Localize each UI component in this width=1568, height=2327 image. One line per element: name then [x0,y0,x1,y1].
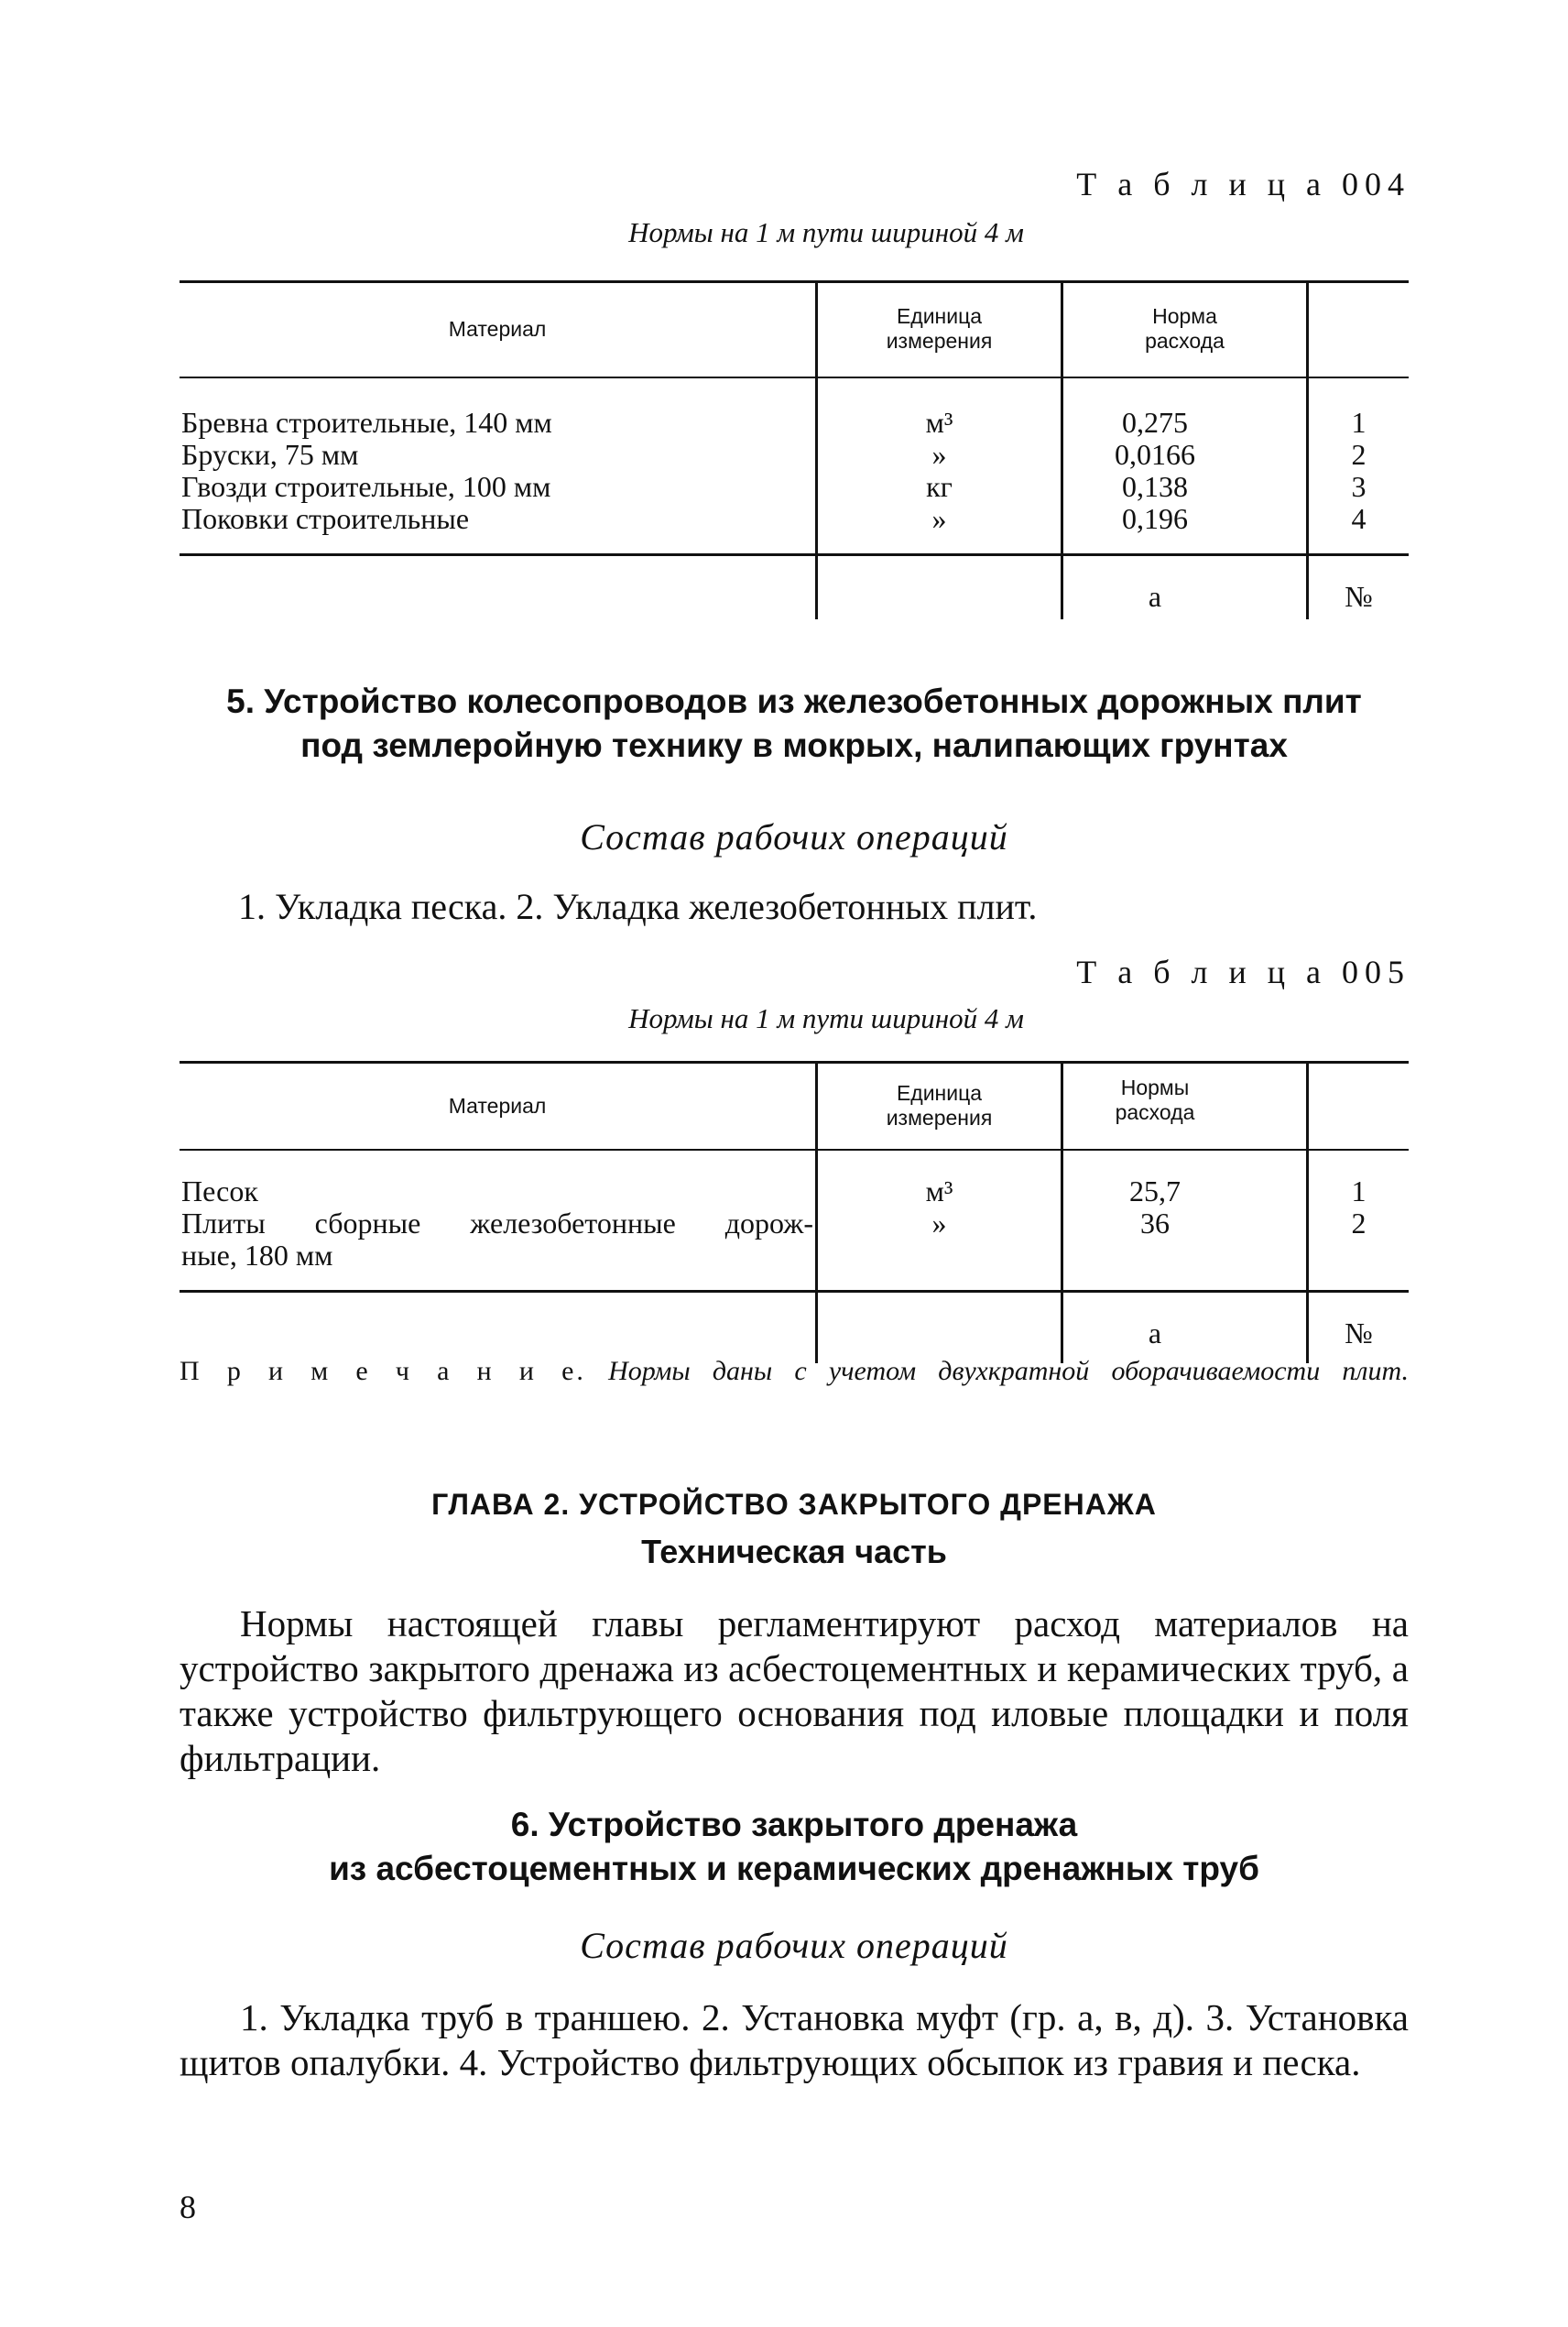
table-row-cont: ные, 180 мм [181,1239,333,1272]
table-005-note: П р и м е ч а н и е. Нормы даны с учетом двухкратной оборачиваемости плит. [180,1356,1409,1386]
table-row: Плиты сборные железобетонные дорож- [181,1207,813,1240]
footer-num: № [1345,580,1373,613]
header-norm: Нормы расхода [1115,1076,1195,1124]
row-num: 4 [1351,502,1367,535]
table-004-label: Т а б л и ц а 004 [1076,166,1410,202]
table-row: Песок [181,1174,258,1207]
chapter-2-paragraph: Нормы настоящей главы регламентируют расход материалов на устройство закрытого дренажа из асбестоцементных и керамических труб, а также устройство фильтрующего основания под иловые площадки и поля фильтрации. [180,1602,1409,1779]
row-num: 2 [1351,438,1367,471]
page-number: 8 [180,2189,196,2225]
section-6-ops-heading: Состав рабочих операций [580,1925,1008,1966]
row-unit: » [931,438,947,471]
row-num: 3 [1351,470,1367,503]
section-6-title: 6. Устройство закрытого дренажа из асбестоцементных и керамических дренажных труб [329,1806,1259,1887]
row-unit: » [931,502,947,535]
header-unit: Единица измерения [886,1081,993,1130]
table-004-caption: Нормы на 1 м пути шириной 4 м [628,216,1024,248]
table-row: Поковки строительные [181,502,470,535]
row-norm: 0,275 [1122,406,1188,439]
section-6-ops-text: 1. Укладка труб в траншею. 2. Установка муфт (гр. а, в, д). 3. Установка щитов опалубки. 4. Устройство фильтрующих обсыпок из гравия и песка. [180,1996,1409,2083]
row-norm: 0,196 [1122,502,1188,535]
table-005-caption: Нормы на 1 м пути шириной 4 м [628,1002,1024,1034]
row-unit: кг [926,470,953,503]
row-unit: м³ [925,1174,953,1207]
row-norm: 0,0166 [1115,438,1195,471]
row-unit: м³ [925,406,953,439]
footer-col: а [1148,580,1162,613]
row-num: 1 [1351,1174,1367,1207]
table-004 [180,280,1409,619]
table-row: Бревна строительные, 140 мм [181,406,552,439]
table-005-label: Т а б л и ц а 005 [1076,954,1410,990]
table-row: Бруски, 75 мм [181,438,359,471]
table-005 [180,1061,1409,1363]
footer-col: а [1148,1316,1162,1349]
header-unit: Единица измерения [886,304,993,353]
chapter-2-title: ГЛАВА 2. УСТРОЙСТВО ЗАКРЫТОГО ДРЕНАЖА [431,1488,1157,1521]
section-5-ops-heading: Состав рабочих операций [580,816,1008,858]
row-unit: » [931,1207,947,1240]
row-norm: 25,7 [1129,1174,1181,1207]
row-num: 1 [1351,406,1367,439]
footer-num: № [1345,1316,1373,1349]
row-num: 2 [1351,1207,1367,1240]
header-norm: Норма расхода [1145,304,1225,353]
row-norm: 0,138 [1122,470,1188,503]
section-5-ops-text: 1. Укладка песка. 2. Укладка железобетонных плит. [238,886,1038,927]
header-material: Материал [448,317,547,341]
section-5-title: 5. Устройство колесопроводов из железобетонных дорожных плит под землеройную технику в мокрых, налипающих грунтах [226,683,1362,764]
header-material: Материал [448,1094,547,1118]
row-norm: 36 [1140,1207,1170,1240]
chapter-2-subtitle: Техническая часть [641,1533,947,1570]
table-row: Гвозди строительные, 100 мм [181,470,551,503]
